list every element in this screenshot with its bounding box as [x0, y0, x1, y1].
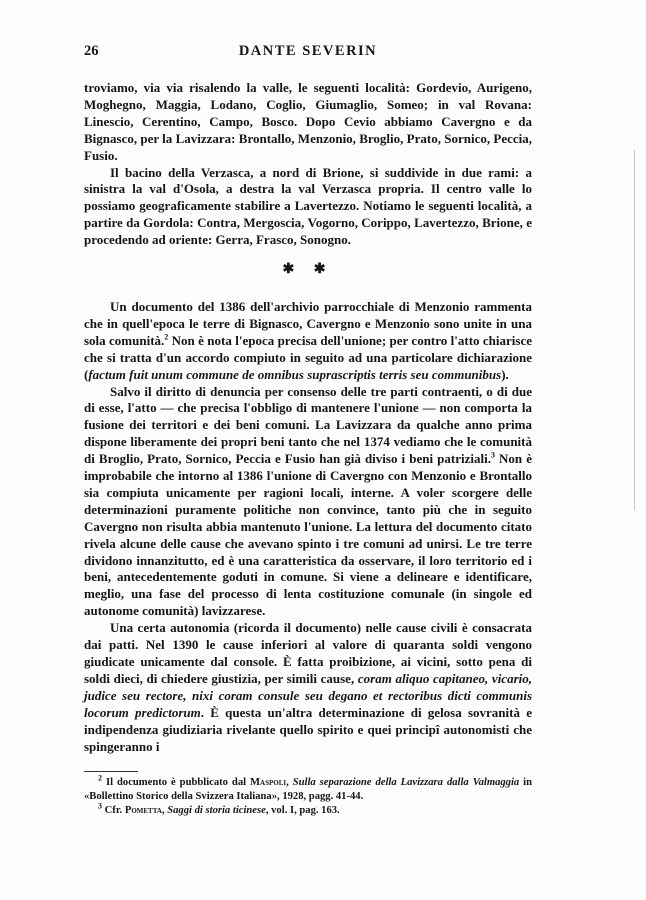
footnote-2: [84, 773, 533, 804]
paragraph-3-text-c: ).: [501, 366, 509, 382]
footnote-ref-2: 2: [164, 332, 169, 342]
footnote-2-text-c: in «Bollettino Storico della Svizzera Italiana», 1928, pagg. 41-44.: [84, 777, 533, 803]
latin-quote-1: factum fuit unum commune de omnibus suprascriptis terris seu communibus: [88, 366, 502, 382]
paragraph-1: troviamo, via via risalendo la valle, le seguenti località: Gordevio, Aurigeno, Moghegno, Maggia, Lodano, Coglio, Giumaglio, Someo; in val Rovana: Linescio, Cerentino, Campo, Bosco. Dopo Cevio abbiamo Cavergno e da Bignasco, per la Lavizzara: Brontallo, Menzonio, Broglio, Prato, Sornico, Peccia, Fusio.: [84, 80, 532, 163]
paragraph-4-text-a: Salvo il diritto di denuncia per consenso delle tre parti contraenti, o di due di esse, l'atto — che precisa l'obbligo di mantenere l'unione — non comporta la fusione dei territori e dei beni comuni. La Lavizzara da qualche anno prima dispone liberamente dei propri beni tanto che nel 1374 vediamo che le comunità di Broglio, Prato, Sornico, Peccia e Fusio han già diviso i beni patriziali.: [84, 383, 532, 467]
footnote-3: [84, 801, 532, 818]
footnote-3-author: Pometta: [124, 805, 162, 817]
paragraph-3-text-b: Non è nota l'epoca precisa dell'unione; per contro l'atto chiarisce che si tratta d'un accordo compiuto in seguito ad una particolare dichiarazione (: [84, 332, 533, 382]
footnote-rule: [84, 771, 138, 772]
footnote-2-text-b: ,: [286, 777, 293, 789]
footnote-3-mark: 3: [98, 801, 102, 811]
paragraph-5-text-b: . È questa un'altra determinazione di gelosa sovranità e indipendenza giudiziaria rivelante quello spirito e quei principî autonomisti che spingeranno i: [84, 704, 532, 754]
footnote-2-text-a: Il documento è pubblicato dal: [102, 777, 251, 789]
page-header: [84, 38, 532, 62]
section-separator: ✱ ✱: [282, 262, 334, 278]
paragraph-5: [84, 620, 532, 755]
footnote-3-text-c: , vol. I, pag. 163.: [265, 805, 340, 817]
scan-edge-line: [634, 150, 635, 510]
paragraph-2: Il bacino della Verzasca, a nord di Brione, si suddivide in due rami: a sinistra la val d'Osola, a destra la val Verzasca propria. Il centro valle lo possiamo geograficamente stabilire a Lavertezzo. Notiamo le seguenti località, a partire da Gordola: Contra, Mergoscia, Vogorno, Corippo, Lavertezzo, Brione, e procedendo ad oriente: Gerra, Frasco, Sonogno.: [84, 164, 532, 248]
footnote-2-title: Sulla separazione della Lavizzara dalla Valmaggia: [292, 777, 520, 789]
body-text: [84, 80, 532, 755]
running-head: DANTE SEVERIN: [238, 43, 378, 59]
latin-quote-2: coram aliquo capitaneo, vicario, judice seu rectore, nixi coram consule seu degano et rectoribus dicti communis locorum predictorum: [84, 670, 532, 720]
footnote-3-text-a: Cfr.: [102, 805, 125, 817]
footnote-3-text-b: ,: [161, 805, 168, 817]
footnote-2-author: Maspoli: [250, 777, 287, 789]
footnote-3-title: Saggi di storia ticinese: [167, 805, 266, 817]
page-number: 26: [84, 43, 99, 59]
paragraph-4-text-b: Non è improbabile che intorno al 1386 l'unione di Cavergno con Menzonio e Brontallo sia compiuta unicamente per ragioni locali, interne. A voler scorgere delle determinazioni puramente politiche non convince, tanto più che in seguito Cavergno non risulta abbia mantenuto l'unione. La lettura del documento citato rivela alcune delle cause che avevano spinto i tre comuni ad unirsi. Le tre terre dividono innanzitutto, ed è una caratteristica da osservare, il loro territorio ed i beni, antecedentemente goduti in comune. Si viene a delineare e identificare, meglio, una fase del processo di lenta costituzione comunale (in singole ed autonome comunità) lavizzarese.: [84, 451, 533, 619]
footnote-ref-3: 3: [490, 450, 495, 460]
footnote-2-mark: 2: [98, 773, 102, 783]
paragraph-4: [84, 384, 532, 621]
footnotes: [84, 773, 533, 818]
paragraph-3: [84, 299, 532, 384]
book-page: [84, 38, 532, 818]
paragraph-3-text-a: Un documento del 1386 dell'archivio parrocchiale di Menzonio rammenta che in quell'epoca le terre di Bignasco, Cavergno e Menzonio sono unite in una sola comunità.: [84, 298, 532, 348]
paragraph-5-text-a: Una certa autonomia (ricorda il documento) nelle cause civili è consacrata dai patti. Nel 1390 le cause inferiori al valore di quaranta soldi vengono giudicate unicamente dal console. È fatta proibizione, ai vicini, sotto pena di soldi dieci, di chiedere giustizia, per simili cause,: [84, 620, 532, 686]
